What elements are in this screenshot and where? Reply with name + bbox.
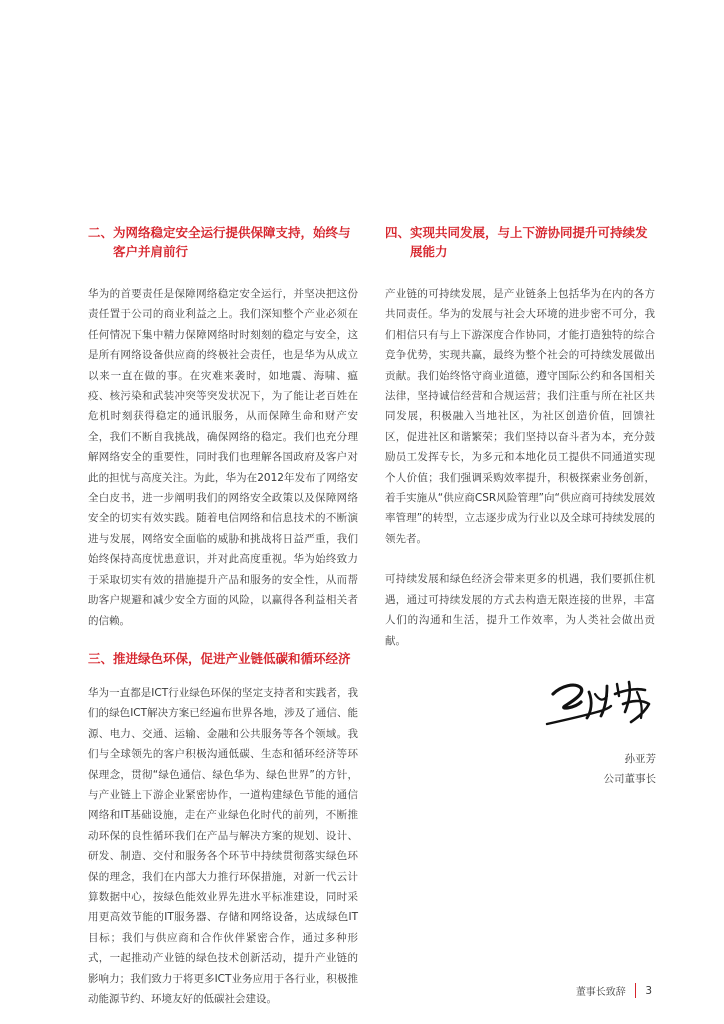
footer-divider (635, 983, 637, 998)
signature-image (545, 672, 665, 732)
right-column (385, 223, 655, 651)
footer-section-label: 董事长致辞 (575, 987, 626, 998)
page-footer (576, 983, 652, 998)
section-heading-4: 四、实现共同发展，与上下游协同提升可持续发展能力 (385, 225, 648, 259)
section-paragraph-4a: 产业链的可持续发展，是产业链条上包括华为在内的各方共同责任。华为的发展与社会大环境的进步密不可分，我们相信只有与上下游深度合作协同，才能打造独特的综合竞争优势，实现共赢，最终为整个社会的可持续发展做出贡献。我们始终恪守商业道德，遵守国际公约和各国相关法律，坚持诚信经营和合规运营；我们注重与所在社区共同发展，积极融入当地社区，为社区创造价值，回馈社区，促进社区和谐繁荣；我们坚持以奋斗者为本，充分鼓励员工发挥专长，为多元和本地化员工提供不同通道实现个人价值；我们强调采购效率提升，积极探索业务创新，着手实施从“供应商CSR风险管理”向“供应商可持续发展效率管理”的转型，立志逐步成为行业以及全球可持续发展的领先者。 (385, 288, 655, 545)
signer-name: 孙亚芳 (624, 753, 656, 765)
signer-title: 公司董事长 (603, 773, 656, 785)
section-paragraph-3: 华为一直都是ICT行业绿色环保的坚定支持者和实践者，我们的绿色ICT解决方案已经遍布世界各地，涉及了通信、能源、电力、交通、运输、金融和公共服务等各个领域。我们与全球领先的客户积极沟通低碳、生态和循环经济等环保理念，贯彻“绿色通信、绿色华为、绿色世界”的方针，与产业链上下游企业紧密协作，一道构建绿色节能的通信网络和IT基础设施，走在产业绿色化时代的前列，不断推动环保的良性循环我们在产品与解决方案的规划、设计、研发、制造、交付和服务各个环节中持续贯彻落实绿色环保的理念，我们在内部大力推行环保措施，对新一代云计算数据中心，按绿色能效业界先进水平标准建设，同时采用更高效节能的IT服务器、存储和网络设备，达成绿色IT目标；我们与供应商和合作伙伴紧密合作，通过多种形式，一起推动产业链的绿色技术创新活动，提升产业链的影响力；我们致力于将更多ICT业务应用于各行业，积极推动能源节约、环境友好的低碳社会建设。 (88, 686, 358, 1005)
section-heading-3: 三、推进绿色环保，促进产业链低碳和循环经济 (88, 650, 351, 666)
section-paragraph-2: 华为的首要责任是保障网络稳定安全运行，并坚决把这份责任置于公司的商业利益之上。我们深知整个产业必须在任何情况下集中精力保障网络时时刻刻的稳定与安全，这是所有网络设备供应商的终极社会责任，也是华为从成立以来一直在做的事。在灾难来袭时，如地震、海啸、瘟疫、核污染和武装冲突等突发状况下，为了能让老百姓在危机时刻获得稳定的通讯服务，从而保障生命和财产安全，我们不断自我挑战，确保网络的稳定。我们也充分理解网络安全的重要性，同时我们也理解各国政府及客户对此的担忧与高度关注。为此，华为在2012年发布了网络安全白皮书，进一步阐明我们的网络安全政策以及保障网络安全的切实有效实践。随着电信网络和信息技术的不断演进与发展，网络安全面临的威胁和挑战将日益严重，我们始终保持高度忧患意识，并对此高度重视。华为始终致力于采取切实有效的措施提升产品和服务的安全性，从而帮助客户规避和减少安全方面的风险，以赢得各利益相关者的信赖。 (88, 288, 358, 627)
page-number: 3 (645, 984, 652, 997)
left-column (88, 223, 358, 1009)
section-heading-2: 二、为网络稳定安全运行提供保障支持，始终与客户并肩前行 (88, 225, 351, 259)
section-paragraph-4b: 可持续发展和绿色经济会带来更多的机遇，我们要抓住机遇，通过可持续发展的方式去构造无限连接的世界，丰富人们的沟通和生活，提升工作效率，为人类社会做出贡献。 (385, 573, 655, 647)
